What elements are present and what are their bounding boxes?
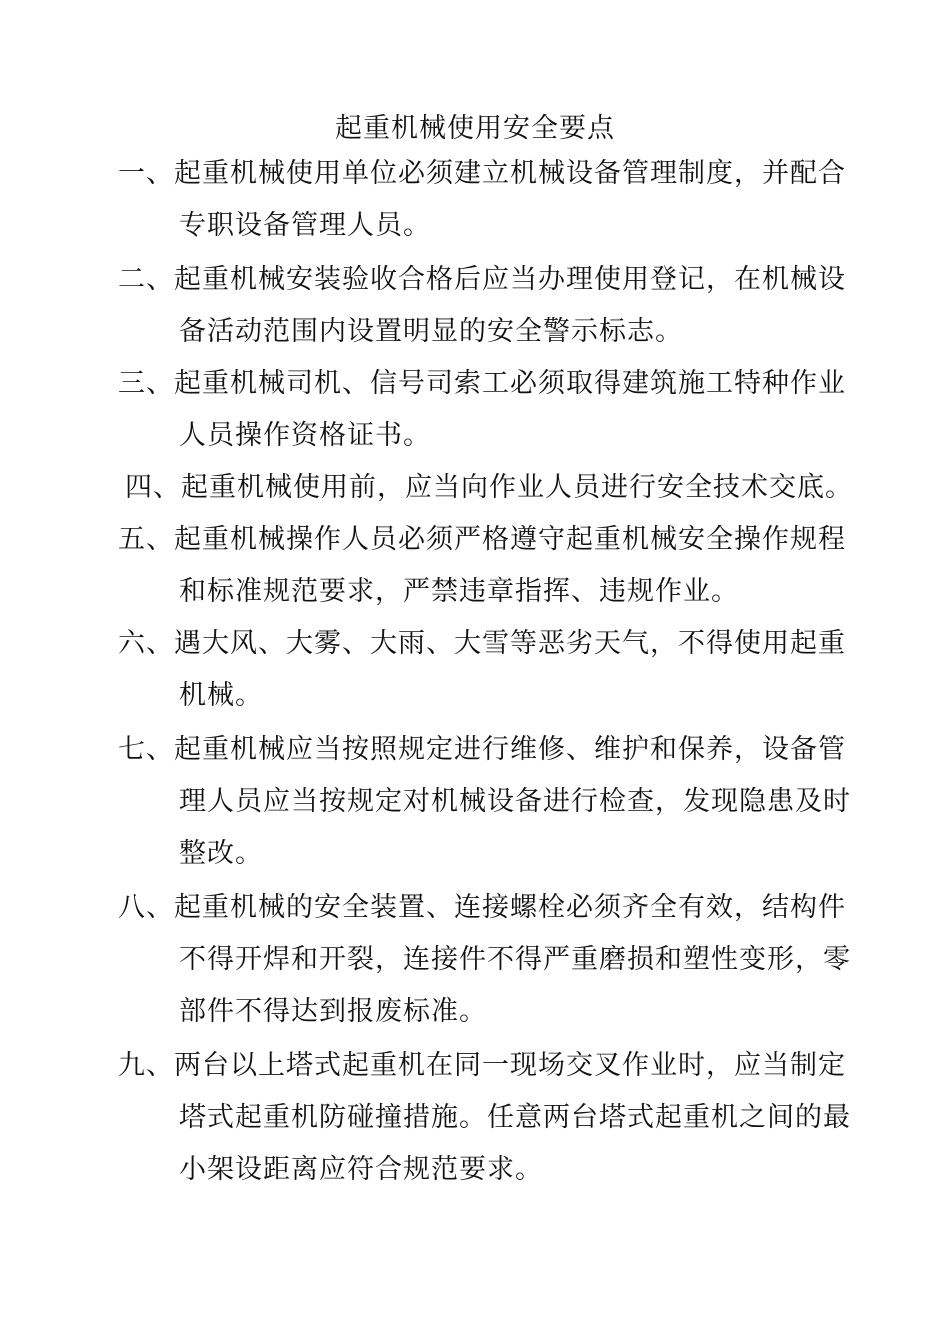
- list-item-9: [118, 1040, 851, 1196]
- item-3-line-1: 三、起重机械司机、信号司索工必须取得建筑施工特种作业: [118, 368, 846, 399]
- item-5-line-2: 和标准规范要求，严禁违章指挥、违规作业。: [179, 576, 739, 607]
- item-4-line-1: 四、起重机械使用前，应当向作业人员进行安全技术交底。: [125, 472, 853, 503]
- item-7-line-1: 七、起重机械应当按照规定进行维修、维护和保养，设备管: [118, 734, 846, 765]
- list-item-5: [118, 514, 846, 618]
- item-2-line-1: 二、起重机械安装验收合格后应当办理使用登记，在机械设: [118, 264, 846, 295]
- item-2-line-2: 备活动范围内设置明显的安全警示标志。: [179, 316, 683, 347]
- list-item-3: [118, 358, 846, 462]
- item-7-line-3: 整改。: [179, 838, 263, 869]
- item-5-line-1: 五、起重机械操作人员必须严格遵守起重机械安全操作规程: [118, 524, 846, 555]
- item-9-line-1: 九、两台以上塔式起重机在同一现场交叉作业时，应当制定: [118, 1050, 846, 1081]
- item-9-line-2: 塔式起重机防碰撞措施。任意两台塔式起重机之间的最: [179, 1102, 851, 1133]
- item-8-line-1: 八、起重机械的安全装置、连接螺栓必须齐全有效，结构件: [118, 892, 846, 923]
- item-1-line-2: 专职设备管理人员。: [179, 210, 431, 241]
- item-1-line-1: 一、起重机械使用单位必须建立机械设备管理制度，并配合: [118, 158, 846, 189]
- list-item-2: [118, 254, 846, 358]
- item-7-line-2: 理人员应当按规定对机械设备进行检查，发现隐患及时: [179, 786, 851, 817]
- item-8-line-3: 部件不得达到报废标准。: [179, 996, 487, 1027]
- list-item-6: [118, 618, 846, 722]
- item-6-line-2: 机械。: [179, 680, 263, 711]
- item-3-line-2: 人员操作资格证书。: [179, 420, 431, 451]
- list-item-1: [118, 148, 846, 252]
- list-item-7: [118, 724, 851, 880]
- item-9-line-3: 小架设距离应符合规范要求。: [179, 1154, 543, 1185]
- list-item-4: [125, 462, 853, 514]
- document-title: 起重机械使用安全要点: [335, 113, 615, 144]
- item-8-line-2: 不得开焊和开裂，连接件不得严重磨损和塑性变形，零: [179, 944, 851, 975]
- item-6-line-1: 六、遇大风、大雾、大雨、大雪等恶劣天气，不得使用起重: [118, 628, 846, 659]
- list-item-8: [118, 882, 851, 1038]
